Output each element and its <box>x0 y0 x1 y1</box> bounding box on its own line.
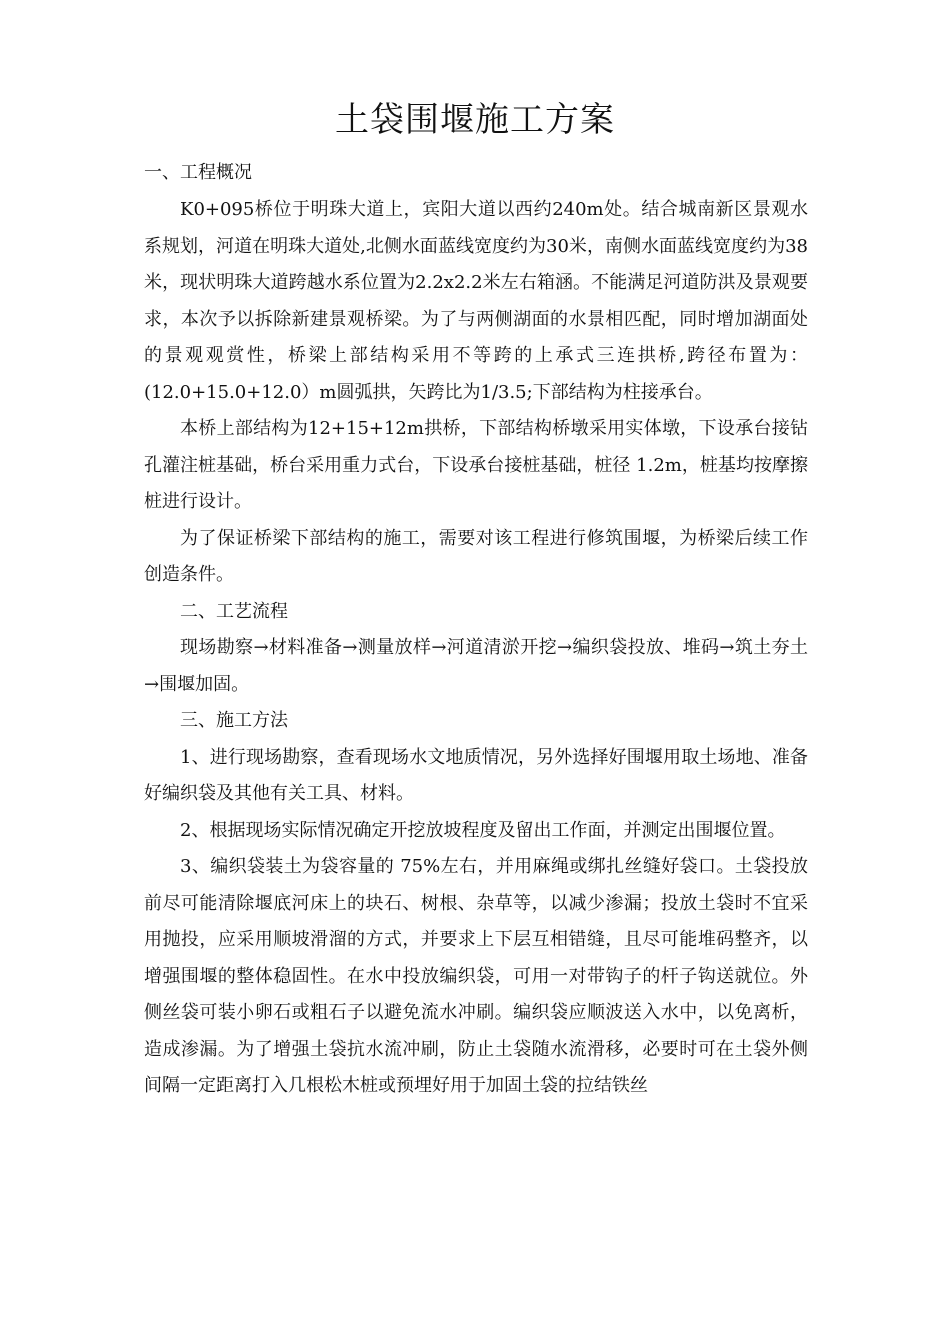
paragraph: 2、根据现场实际情况确定开挖放坡程度及留出工作面，并测定出围堰位置。 <box>180 819 786 841</box>
document-title: 土袋围堰施工方案 <box>335 100 615 140</box>
document-body <box>144 158 808 1105</box>
section-heading: 一、工程概况 <box>144 162 252 183</box>
paragraph: 1、进行现场勘察，查看现场水文地质情况，另外选择好围堰用取土场地、准备好编织袋及其他有关工具、材料。 <box>144 746 808 804</box>
paragraph: K0+095桥位于明珠大道上，宾阳大道以西约240m处。结合城南新区景观水系规划，河道在明珠大道处,北侧水面蓝线宽度约为30米，南侧水面蓝线宽度约为38米，现状明珠大道跨越水系位置为2.2x2.2米左右箱涵。不能满足河道防洪及景观要求，本次予以拆除新建景观桥梁。为了与两侧湖面的水景相匹配，同时增加湖面处的景观观赏性，桥梁上部结构采用不等跨的上承式三连拱桥,跨径布置为：(12.0+15.0+12.0）m圆弧拱，矢跨比为1/3.5;下部结构为柱接承台。 <box>144 199 808 403</box>
section-heading: 三、施工方法 <box>180 710 288 731</box>
paragraph: 为了保证桥梁下部结构的施工，需要对该工程进行修筑围堰，为桥梁后续工作创造条件。 <box>144 527 808 585</box>
section-heading: 二、工艺流程 <box>180 600 288 622</box>
paragraph: 3、编织袋装土为袋容量的 75%左右，并用麻绳或绑扎丝缝好袋口。土袋投放前尽可能清除堰底河床上的块石、树根、杂草等，以减少渗漏；投放土袋时不宜采用抛投，应采用顺坡滑溜的方式，并要求上下层互相错缝，且尽可能堆码整齐，以增强围堰的整体稳固性。在水中投放编织袋，可用一对带钩子的杆子钩送就位。外侧丝袋可装小卵石或粗石子以避免流水冲刷。编织袋应顺波送入水中，以免离析，造成渗漏。为了增强土袋抗水流冲刷，防止土袋随水流滑移，必要时可在土袋外侧间隔一定距离打入几根松木桩或预埋好用于加固土袋的拉结铁丝 <box>144 856 808 1096</box>
paragraph: 本桥上部结构为12+15+12m拱桥，下部结构桥墩采用实体墩，下设承台接钻孔灌注桩基础，桥台采用重力式台，下设承台接桩基础，桩径 1.2m，桩基均按摩擦桩进行设计。 <box>144 418 808 512</box>
paragraph: 现场勘察→材料准备→测量放样→河道清淤开挖→编织袋投放、堆码→筑土夯土→围堰加固。 <box>144 637 808 695</box>
